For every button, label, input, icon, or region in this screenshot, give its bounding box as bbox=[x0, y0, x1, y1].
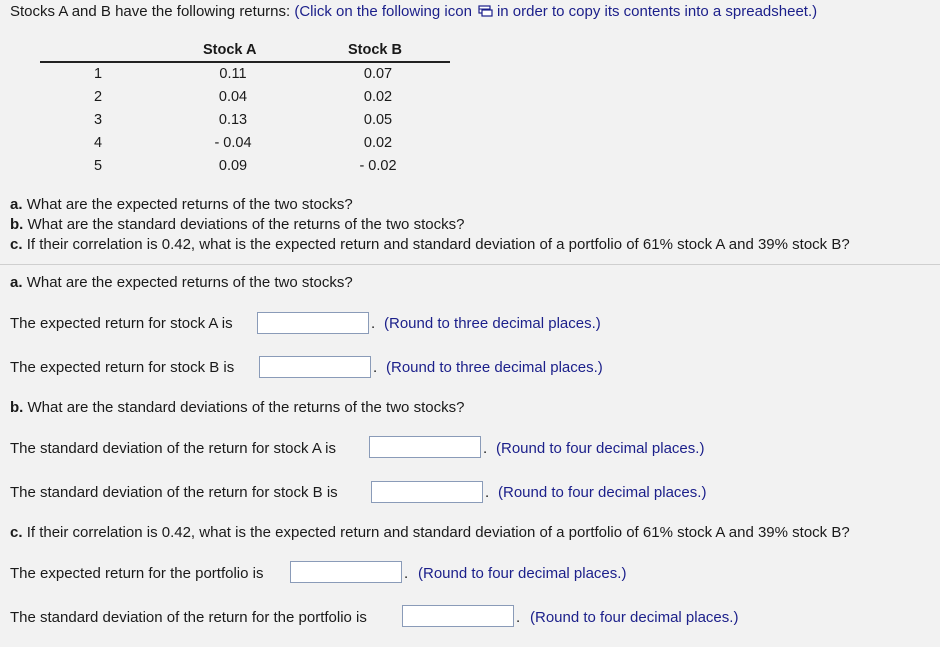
copy-instruction-tail: in order to copy its contents into a spreadsheet.) bbox=[496, 3, 818, 20]
std-dev-b-label: The standard deviation of the return for stock B is bbox=[10, 484, 338, 501]
question-c-label: c. bbox=[10, 236, 23, 253]
period: . bbox=[516, 609, 521, 626]
expected-return-b-label: The expected return for stock B is bbox=[10, 359, 235, 376]
part-c-heading bbox=[10, 524, 850, 541]
std-dev-a-input[interactable] bbox=[369, 436, 481, 458]
std-dev-b-hint: (Round to four decimal places.) bbox=[498, 484, 707, 501]
header-divider bbox=[40, 61, 450, 63]
problem-intro bbox=[10, 3, 817, 20]
part-c-label: c. bbox=[10, 524, 23, 541]
part-c-text: If their correlation is 0.42, what is the expected return and standard deviation of a portfolio of 61% stock A and 39% stock B? bbox=[26, 524, 850, 541]
row-number: 4 bbox=[93, 135, 103, 151]
stock-a-return: 0.04 bbox=[218, 89, 248, 105]
portfolio-std-dev-input[interactable] bbox=[402, 605, 514, 627]
expected-return-b-hint: (Round to three decimal places.) bbox=[386, 359, 603, 376]
row-number: 3 bbox=[93, 112, 103, 128]
portfolio-std-dev-hint: (Round to four decimal places.) bbox=[530, 609, 739, 626]
expected-return-a-label: The expected return for stock A is bbox=[10, 315, 233, 332]
period: . bbox=[371, 315, 376, 332]
std-dev-a-hint: (Round to four decimal places.) bbox=[496, 440, 705, 457]
period: . bbox=[373, 359, 378, 376]
question-b-text: What are the standard deviations of the returns of the two stocks? bbox=[27, 216, 465, 233]
portfolio-std-dev-label: The standard deviation of the return for the portfolio is bbox=[10, 609, 367, 626]
period: . bbox=[483, 440, 488, 457]
question-a-text: What are the expected returns of the two stocks? bbox=[26, 196, 353, 213]
stock-a-return: - 0.04 bbox=[214, 135, 252, 151]
portfolio-return-input[interactable] bbox=[290, 561, 402, 583]
period: . bbox=[404, 565, 409, 582]
stock-b-return: 0.02 bbox=[363, 135, 393, 151]
expected-return-a-input[interactable] bbox=[257, 312, 369, 334]
stock-a-return: 0.13 bbox=[218, 112, 248, 128]
question-a bbox=[10, 196, 353, 213]
period: . bbox=[485, 484, 490, 501]
stock-a-return: 0.09 bbox=[218, 158, 248, 174]
stock-b-return: 0.05 bbox=[363, 112, 393, 128]
portfolio-return-hint: (Round to four decimal places.) bbox=[418, 565, 627, 582]
stock-b-return: - 0.02 bbox=[359, 158, 397, 174]
question-b bbox=[10, 216, 464, 233]
header-stock-b: Stock B bbox=[348, 42, 402, 58]
expected-return-a-hint: (Round to three decimal places.) bbox=[384, 315, 601, 332]
section-divider bbox=[0, 264, 940, 265]
row-number: 2 bbox=[93, 89, 103, 105]
portfolio-return-label: The expected return for the portfolio is bbox=[10, 565, 264, 582]
question-c bbox=[10, 236, 850, 253]
intro-text: Stocks A and B have the following returns: bbox=[10, 3, 291, 20]
header-stock-a: Stock A bbox=[203, 42, 257, 58]
row-number: 5 bbox=[93, 158, 103, 174]
expected-return-b-input[interactable] bbox=[259, 356, 371, 378]
copy-to-spreadsheet-icon[interactable] bbox=[478, 4, 493, 16]
question-b-label: b. bbox=[10, 216, 24, 233]
part-b-label: b. bbox=[10, 399, 24, 416]
part-a-text: What are the expected returns of the two stocks? bbox=[26, 274, 353, 291]
part-b-heading bbox=[10, 399, 464, 416]
question-a-label: a. bbox=[10, 196, 23, 213]
copy-instruction: (Click on the following icon bbox=[294, 3, 472, 20]
std-dev-a-label: The standard deviation of the return for stock A is bbox=[10, 440, 337, 457]
part-b-text: What are the standard deviations of the returns of the two stocks? bbox=[27, 399, 465, 416]
row-number: 1 bbox=[93, 66, 103, 82]
stock-b-return: 0.07 bbox=[363, 66, 393, 82]
part-a-label: a. bbox=[10, 274, 23, 291]
part-a-heading bbox=[10, 274, 353, 291]
stock-a-return: 0.11 bbox=[219, 66, 247, 82]
question-c-text: If their correlation is 0.42, what is the expected return and standard deviation of a portfolio of 61% stock A and 39% stock B? bbox=[26, 236, 850, 253]
stock-b-return: 0.02 bbox=[363, 89, 393, 105]
std-dev-b-input[interactable] bbox=[371, 481, 483, 503]
